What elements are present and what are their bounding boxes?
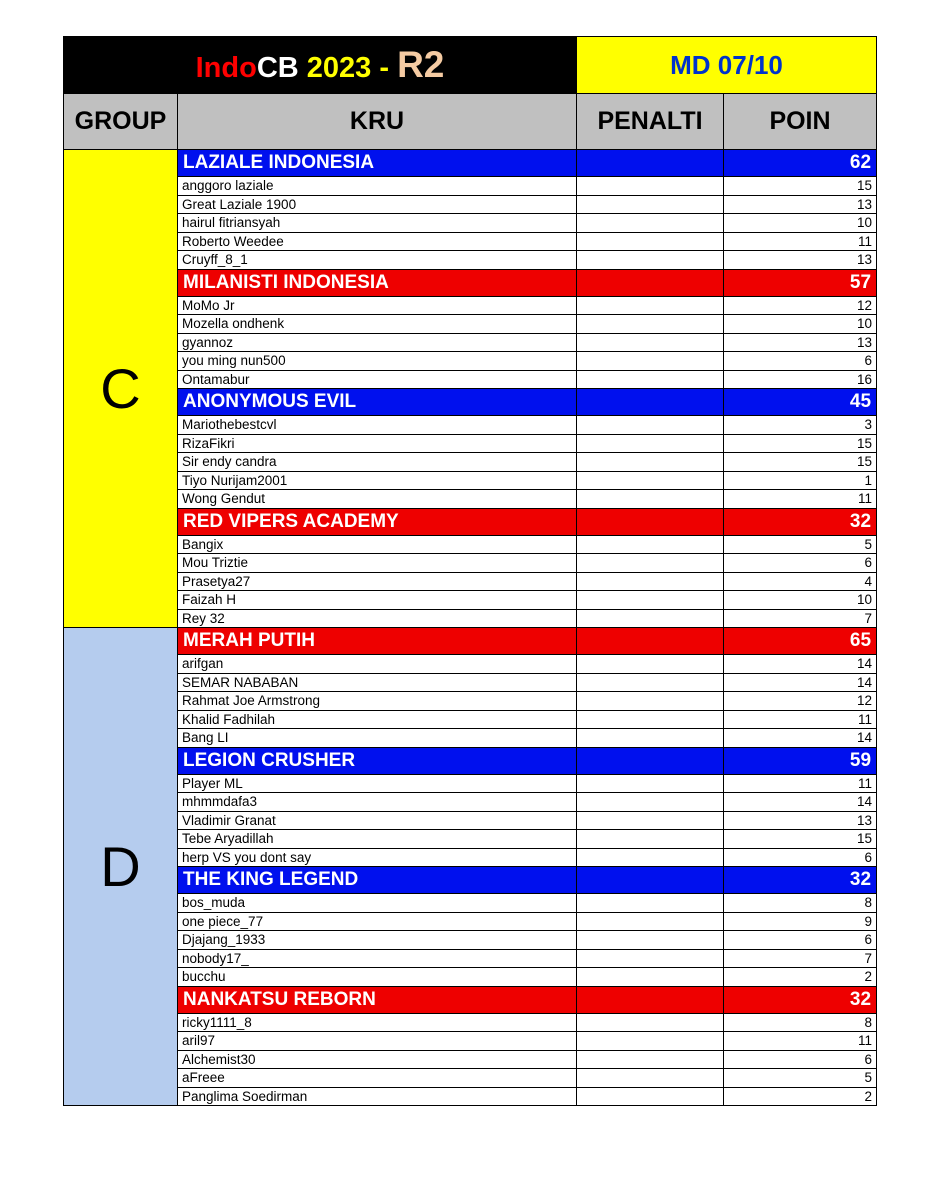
player-row <box>64 655 877 674</box>
player-points: 14 <box>724 729 877 748</box>
player-penalty <box>577 710 724 729</box>
player-penalty <box>577 673 724 692</box>
team-name: RED VIPERS ACADEMY <box>178 508 577 535</box>
player-points: 8 <box>724 894 877 913</box>
team-header-row <box>64 508 877 535</box>
col-header-penalti: PENALTI <box>577 94 724 150</box>
player-penalty <box>577 535 724 554</box>
player-points: 6 <box>724 554 877 573</box>
player-penalty <box>577 416 724 435</box>
col-header-poin: POIN <box>724 94 877 150</box>
player-points: 13 <box>724 333 877 352</box>
player-points: 16 <box>724 370 877 389</box>
player-row <box>64 434 877 453</box>
player-row <box>64 416 877 435</box>
player-points: 15 <box>724 830 877 849</box>
player-penalty <box>577 554 724 573</box>
player-penalty <box>577 1013 724 1032</box>
team-name: LEGION CRUSHER <box>178 747 577 774</box>
player-name: bucchu <box>178 968 577 987</box>
player-penalty <box>577 333 724 352</box>
player-name: mhmmdafa3 <box>178 793 577 812</box>
team-points: 62 <box>724 150 877 177</box>
player-name: Mozella ondhenk <box>178 315 577 334</box>
player-penalty <box>577 793 724 812</box>
player-row <box>64 811 877 830</box>
title-part-indo: Indo <box>195 52 257 84</box>
player-points: 4 <box>724 572 877 591</box>
title-part-year: 2023 - <box>298 52 398 84</box>
player-name: Rey 32 <box>178 609 577 628</box>
player-name: Bang LI <box>178 729 577 748</box>
player-penalty <box>577 1032 724 1051</box>
team-name: ANONYMOUS EVIL <box>178 389 577 416</box>
player-row <box>64 1069 877 1088</box>
player-name: Great Laziale 1900 <box>178 195 577 214</box>
player-penalty <box>577 1069 724 1088</box>
team-penalty <box>577 986 724 1013</box>
team-points: 32 <box>724 867 877 894</box>
player-row <box>64 370 877 389</box>
player-penalty <box>577 830 724 849</box>
player-row <box>64 315 877 334</box>
player-name: Player ML <box>178 774 577 793</box>
player-penalty <box>577 296 724 315</box>
player-row <box>64 931 877 950</box>
player-row <box>64 333 877 352</box>
title-row <box>64 37 877 94</box>
player-row <box>64 471 877 490</box>
player-name: Djajang_1933 <box>178 931 577 950</box>
standings-table <box>63 36 877 1106</box>
player-row <box>64 214 877 233</box>
player-row <box>64 352 877 371</box>
player-points: 13 <box>724 195 877 214</box>
player-name: one piece_77 <box>178 912 577 931</box>
player-points: 5 <box>724 535 877 554</box>
team-penalty <box>577 150 724 177</box>
team-header-row <box>64 269 877 296</box>
player-name: Roberto Weedee <box>178 232 577 251</box>
player-name: Rahmat Joe Armstrong <box>178 692 577 711</box>
team-points: 59 <box>724 747 877 774</box>
player-penalty <box>577 949 724 968</box>
player-name: Tebe Aryadillah <box>178 830 577 849</box>
player-points: 13 <box>724 811 877 830</box>
player-points: 12 <box>724 296 877 315</box>
player-name: you ming nun500 <box>178 352 577 371</box>
player-name: Cruyff_8_1 <box>178 251 577 270</box>
player-points: 12 <box>724 692 877 711</box>
player-name: Faizah H <box>178 591 577 610</box>
team-header-row <box>64 747 877 774</box>
player-row <box>64 830 877 849</box>
player-name: arifgan <box>178 655 577 674</box>
player-name: Mou Triztie <box>178 554 577 573</box>
player-penalty <box>577 315 724 334</box>
player-points: 14 <box>724 655 877 674</box>
team-header-row <box>64 986 877 1013</box>
player-penalty <box>577 251 724 270</box>
player-penalty <box>577 894 724 913</box>
col-header-kru: KRU <box>178 94 577 150</box>
player-points: 14 <box>724 673 877 692</box>
player-row <box>64 1032 877 1051</box>
player-row <box>64 554 877 573</box>
player-name: SEMAR NABABAN <box>178 673 577 692</box>
player-row <box>64 848 877 867</box>
player-row <box>64 251 877 270</box>
team-points: 45 <box>724 389 877 416</box>
player-name: Mariothebestcvl <box>178 416 577 435</box>
team-penalty <box>577 867 724 894</box>
player-penalty <box>577 453 724 472</box>
player-name: MoMo Jr <box>178 296 577 315</box>
player-penalty <box>577 912 724 931</box>
player-name: RizaFikri <box>178 434 577 453</box>
player-row <box>64 710 877 729</box>
player-penalty <box>577 471 724 490</box>
player-name: Khalid Fadhilah <box>178 710 577 729</box>
player-points: 11 <box>724 774 877 793</box>
player-name: herp VS you dont say <box>178 848 577 867</box>
column-header-row <box>64 94 877 150</box>
player-penalty <box>577 434 724 453</box>
player-name: aril97 <box>178 1032 577 1051</box>
player-row <box>64 793 877 812</box>
player-row <box>64 894 877 913</box>
player-name: Bangix <box>178 535 577 554</box>
team-points: 57 <box>724 269 877 296</box>
player-name: Sir endy candra <box>178 453 577 472</box>
player-name: ricky1111_8 <box>178 1013 577 1032</box>
player-penalty <box>577 490 724 509</box>
player-row <box>64 453 877 472</box>
player-points: 1 <box>724 471 877 490</box>
player-row <box>64 296 877 315</box>
player-points: 13 <box>724 251 877 270</box>
player-points: 6 <box>724 1050 877 1069</box>
player-row <box>64 1050 877 1069</box>
player-points: 15 <box>724 177 877 196</box>
player-penalty <box>577 1050 724 1069</box>
team-points: 65 <box>724 628 877 655</box>
player-penalty <box>577 968 724 987</box>
player-points: 6 <box>724 931 877 950</box>
player-row <box>64 774 877 793</box>
tournament-title <box>64 37 577 94</box>
player-penalty <box>577 692 724 711</box>
player-penalty <box>577 370 724 389</box>
player-row <box>64 1013 877 1032</box>
team-name: THE KING LEGEND <box>178 867 577 894</box>
player-penalty <box>577 591 724 610</box>
player-penalty <box>577 214 724 233</box>
player-penalty <box>577 811 724 830</box>
player-penalty <box>577 195 724 214</box>
player-penalty <box>577 352 724 371</box>
player-row <box>64 949 877 968</box>
player-penalty <box>577 729 724 748</box>
player-penalty <box>577 572 724 591</box>
player-row <box>64 490 877 509</box>
team-header-row <box>64 867 877 894</box>
team-header-row <box>64 628 877 655</box>
title-part-round: R2 <box>397 44 445 85</box>
player-points: 11 <box>724 710 877 729</box>
player-points: 10 <box>724 315 877 334</box>
player-points: 3 <box>724 416 877 435</box>
player-name: Vladimir Granat <box>178 811 577 830</box>
player-points: 2 <box>724 968 877 987</box>
player-row <box>64 535 877 554</box>
player-points: 7 <box>724 949 877 968</box>
player-points: 9 <box>724 912 877 931</box>
player-name: Panglima Soedirman <box>178 1087 577 1106</box>
team-penalty <box>577 269 724 296</box>
player-points: 10 <box>724 214 877 233</box>
match-day-label: MD 07/10 <box>577 37 877 94</box>
player-row <box>64 673 877 692</box>
player-points: 5 <box>724 1069 877 1088</box>
player-penalty <box>577 655 724 674</box>
player-points: 10 <box>724 591 877 610</box>
player-points: 14 <box>724 793 877 812</box>
col-header-group: GROUP <box>64 94 178 150</box>
team-penalty <box>577 628 724 655</box>
player-name: gyannoz <box>178 333 577 352</box>
player-penalty <box>577 177 724 196</box>
player-name: Prasetya27 <box>178 572 577 591</box>
player-points: 11 <box>724 490 877 509</box>
player-points: 7 <box>724 609 877 628</box>
player-penalty <box>577 848 724 867</box>
team-penalty <box>577 747 724 774</box>
player-row <box>64 195 877 214</box>
team-name: NANKATSU REBORN <box>178 986 577 1013</box>
team-name: MERAH PUTIH <box>178 628 577 655</box>
player-name: bos_muda <box>178 894 577 913</box>
team-header-row <box>64 150 877 177</box>
team-header-row <box>64 389 877 416</box>
player-penalty <box>577 1087 724 1106</box>
group-label-d: D <box>64 628 178 1106</box>
player-name: aFreee <box>178 1069 577 1088</box>
player-name: Alchemist30 <box>178 1050 577 1069</box>
player-penalty <box>577 232 724 251</box>
player-points: 11 <box>724 1032 877 1051</box>
player-penalty <box>577 609 724 628</box>
player-row <box>64 968 877 987</box>
player-points: 2 <box>724 1087 877 1106</box>
title-part-cb: CB <box>256 52 299 84</box>
player-name: hairul fitriansyah <box>178 214 577 233</box>
team-points: 32 <box>724 986 877 1013</box>
player-row <box>64 177 877 196</box>
player-row <box>64 1087 877 1106</box>
player-name: nobody17_ <box>178 949 577 968</box>
team-penalty <box>577 389 724 416</box>
player-name: Tiyo Nurijam2001 <box>178 471 577 490</box>
player-penalty <box>577 774 724 793</box>
player-name: Ontamabur <box>178 370 577 389</box>
player-row <box>64 609 877 628</box>
player-row <box>64 729 877 748</box>
player-points: 15 <box>724 453 877 472</box>
team-points: 32 <box>724 508 877 535</box>
player-points: 11 <box>724 232 877 251</box>
player-points: 8 <box>724 1013 877 1032</box>
player-row <box>64 912 877 931</box>
player-row <box>64 591 877 610</box>
team-name: LAZIALE INDONESIA <box>178 150 577 177</box>
player-name: Wong Gendut <box>178 490 577 509</box>
group-label-c: C <box>64 150 178 628</box>
team-penalty <box>577 508 724 535</box>
player-points: 6 <box>724 352 877 371</box>
player-row <box>64 692 877 711</box>
player-penalty <box>577 931 724 950</box>
player-row <box>64 572 877 591</box>
player-row <box>64 232 877 251</box>
player-points: 15 <box>724 434 877 453</box>
player-name: anggoro laziale <box>178 177 577 196</box>
player-points: 6 <box>724 848 877 867</box>
team-name: MILANISTI INDONESIA <box>178 269 577 296</box>
